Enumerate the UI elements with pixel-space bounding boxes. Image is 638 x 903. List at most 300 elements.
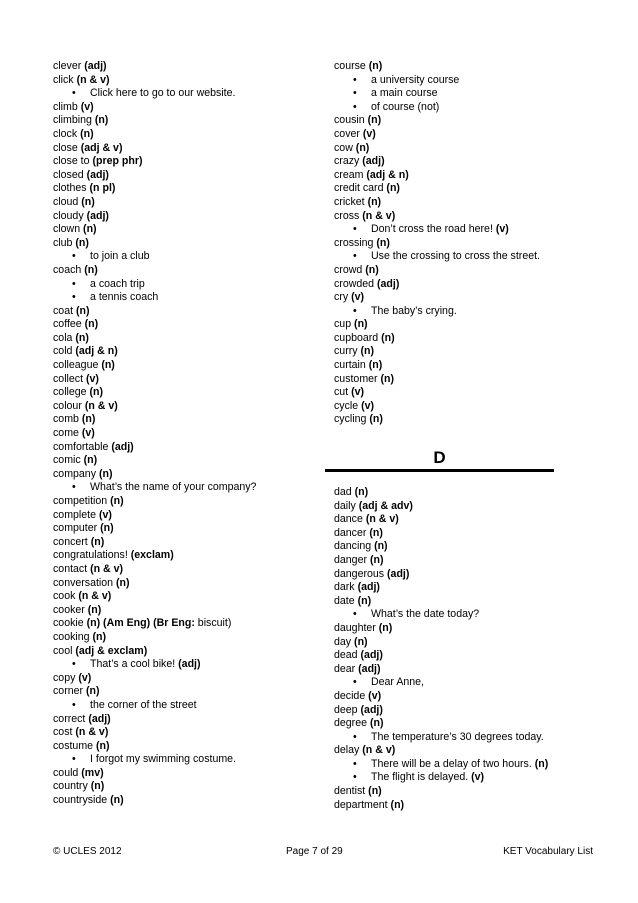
vocab-word: congratulations! bbox=[53, 549, 128, 562]
bullet-icon: • bbox=[353, 757, 357, 770]
grammar-tag: (n) bbox=[354, 635, 368, 648]
example-bullet bbox=[53, 278, 318, 292]
vocab-word: clown bbox=[53, 223, 81, 236]
grammar-tag: (v) bbox=[362, 127, 376, 140]
vocab-entry bbox=[53, 631, 318, 645]
vocab-word: countryside bbox=[53, 794, 108, 807]
vocab-entry bbox=[334, 581, 574, 595]
vocab-entry bbox=[334, 210, 574, 224]
vocab-word: dead bbox=[334, 649, 358, 662]
vocab-entry bbox=[334, 527, 574, 541]
grammar-tag: (n) bbox=[100, 522, 114, 535]
example-text: a tennis coach bbox=[90, 291, 159, 304]
example-text: The flight is delayed. bbox=[371, 771, 469, 784]
vocab-word: could bbox=[53, 766, 79, 779]
vocab-word: country bbox=[53, 780, 88, 793]
vocab-word: clever bbox=[53, 60, 82, 72]
grammar-tag: (n) bbox=[87, 603, 102, 616]
vocab-word: close bbox=[53, 141, 78, 154]
vocab-entry bbox=[53, 359, 318, 373]
example-text: to join a club bbox=[90, 250, 150, 263]
grammar-tag: (v) bbox=[361, 399, 375, 412]
vocab-entry bbox=[53, 142, 318, 156]
vocab-entry bbox=[53, 454, 318, 468]
vocab-entry bbox=[334, 291, 574, 305]
vocab-word: curry bbox=[334, 345, 358, 358]
vocab-word: curtain bbox=[334, 359, 366, 372]
vocab-entry bbox=[334, 142, 574, 156]
grammar-tag: (n) bbox=[89, 386, 104, 399]
grammar-tag: (v) bbox=[80, 100, 94, 113]
grammar-tag: (n) bbox=[94, 114, 109, 127]
vocab-entry bbox=[53, 563, 318, 577]
bullet-icon: • bbox=[72, 753, 76, 766]
bullet-icon: • bbox=[353, 608, 357, 621]
example-bullet bbox=[334, 101, 574, 115]
vocab-entry bbox=[53, 345, 318, 359]
vocab-entry bbox=[53, 577, 318, 591]
vocab-word: danger bbox=[334, 553, 367, 566]
vocab-entry bbox=[334, 554, 574, 568]
vocab-entry bbox=[53, 536, 318, 550]
grammar-tag: (n) bbox=[376, 236, 390, 249]
grammar-tag: (adj) bbox=[358, 662, 381, 675]
grammar-tag: (n) bbox=[116, 576, 130, 589]
grammar-tag: (adj) bbox=[111, 440, 134, 453]
vocab-entry bbox=[334, 182, 574, 196]
grammar-tag: (n) bbox=[357, 594, 372, 607]
grammar-tag: (n) bbox=[381, 331, 395, 344]
vocab-word: complete bbox=[53, 508, 96, 521]
vocab-word: date bbox=[334, 594, 355, 607]
vocab-entry bbox=[334, 386, 574, 400]
example-bullet bbox=[53, 658, 318, 672]
vocab-entry bbox=[53, 549, 318, 563]
vocab-word: clothes bbox=[53, 182, 87, 195]
grammar-tag: (adj) bbox=[387, 567, 410, 580]
example-bullet bbox=[334, 87, 574, 101]
example-text: That’s a cool bike! bbox=[90, 658, 176, 671]
bullet-icon: • bbox=[353, 223, 357, 236]
grammar-tag: (adj) bbox=[360, 703, 383, 716]
grammar-tag: (adj & v) bbox=[80, 141, 123, 154]
vocab-word: degree bbox=[334, 717, 367, 730]
bullet-icon: • bbox=[72, 87, 76, 100]
vocab-word: comic bbox=[53, 454, 81, 467]
example-bullet bbox=[334, 250, 574, 264]
grammar-tag: (n) bbox=[386, 182, 400, 195]
vocab-word: click bbox=[53, 73, 74, 86]
bullet-icon: • bbox=[72, 658, 76, 671]
section-heading-rule bbox=[325, 469, 554, 472]
vocab-word: cow bbox=[334, 141, 353, 154]
vocab-entry bbox=[334, 636, 574, 650]
vocab-word: daughter bbox=[334, 621, 376, 634]
vocab-word: come bbox=[53, 427, 79, 440]
vocab-entry bbox=[334, 568, 574, 582]
vocab-word: coat bbox=[53, 304, 74, 317]
vocab-word: crossing bbox=[334, 236, 374, 249]
vocab-entry bbox=[53, 604, 318, 618]
grammar-tag: (adj) bbox=[84, 60, 107, 72]
grammar-tag: (n & v) bbox=[362, 744, 396, 757]
vocab-entry bbox=[53, 522, 318, 536]
example-bullet bbox=[53, 481, 318, 495]
example-text: What’s the date today? bbox=[371, 608, 480, 621]
vocab-word: cup bbox=[334, 318, 352, 331]
vocab-entry bbox=[53, 685, 318, 699]
vocab-entry bbox=[334, 690, 574, 704]
grammar-tag: (n & v) bbox=[75, 726, 109, 739]
vocab-word: cookie bbox=[53, 617, 84, 630]
vocab-entry bbox=[334, 622, 574, 636]
vocab-entry bbox=[53, 305, 318, 319]
grammar-tag: (n) bbox=[81, 195, 95, 208]
vocab-word: dance bbox=[334, 513, 363, 526]
grammar-tag: (n) bbox=[378, 621, 393, 634]
vocab-word: deep bbox=[334, 703, 358, 716]
grammar-tag: (n) bbox=[110, 794, 124, 807]
grammar-tag: (n) bbox=[369, 717, 384, 730]
vocab-word: cool bbox=[53, 644, 73, 657]
vocab-entry bbox=[334, 359, 574, 373]
vocab-entry bbox=[334, 169, 574, 183]
vocab-word: correct bbox=[53, 712, 86, 725]
example-text: the corner of the street bbox=[90, 698, 197, 711]
vocab-entry bbox=[53, 196, 318, 210]
grammar-tag: (adj) bbox=[86, 209, 109, 222]
left-column bbox=[53, 60, 318, 808]
vocab-word: concert bbox=[53, 535, 88, 548]
example-bullet bbox=[334, 305, 574, 319]
bullet-icon: • bbox=[353, 250, 357, 263]
bullet-icon: • bbox=[72, 481, 76, 494]
vocab-entry bbox=[53, 617, 318, 631]
vocab-word: cola bbox=[53, 331, 73, 344]
vocab-entry bbox=[334, 744, 574, 758]
grammar-tag: (adj) bbox=[377, 277, 400, 290]
grammar-tag: (v) bbox=[351, 386, 365, 399]
grammar-tag: (n) bbox=[374, 540, 388, 553]
vocab-word: corner bbox=[53, 685, 84, 698]
d-column bbox=[334, 486, 574, 812]
grammar-tag: (adj & adv) bbox=[358, 499, 413, 512]
vocab-entry bbox=[334, 595, 574, 609]
right-column bbox=[334, 60, 574, 427]
vocab-word: dentist bbox=[334, 785, 366, 798]
vocab-word: copy bbox=[53, 671, 76, 684]
vocab-entry bbox=[334, 332, 574, 346]
vocab-entry bbox=[334, 60, 574, 74]
grammar-tag: (n) bbox=[84, 263, 98, 276]
vocab-entry bbox=[53, 726, 318, 740]
grammar-tag: (adj) bbox=[86, 168, 109, 181]
vocab-word: computer bbox=[53, 522, 98, 535]
vocab-word: close to bbox=[53, 155, 90, 168]
vocab-word: cover bbox=[334, 127, 360, 140]
example-bullet bbox=[334, 758, 574, 772]
vocab-word: climb bbox=[53, 100, 78, 113]
bullet-icon: • bbox=[72, 291, 76, 304]
vocab-word: dancing bbox=[334, 540, 372, 553]
vocab-entry bbox=[334, 413, 574, 427]
example-bullet bbox=[334, 74, 574, 88]
vocab-entry bbox=[334, 663, 574, 677]
vocab-word: dad bbox=[334, 486, 352, 498]
example-text: What’s the name of your company? bbox=[90, 481, 257, 494]
vocab-entry bbox=[53, 155, 318, 169]
vocab-entry bbox=[334, 717, 574, 731]
grammar-tag: (n) bbox=[369, 553, 384, 566]
example-bullet bbox=[53, 291, 318, 305]
grammar-tag: (n) bbox=[98, 467, 113, 480]
grammar-tag: (n) bbox=[84, 318, 99, 331]
vocab-word: cycling bbox=[334, 413, 367, 426]
vocab-entry bbox=[53, 427, 318, 441]
grammar-tag: (n pl) bbox=[89, 182, 116, 195]
example-bullet bbox=[334, 608, 574, 622]
grammar-tag: (v) bbox=[351, 291, 365, 304]
grammar-tag: (n) bbox=[380, 372, 395, 385]
example-bullet bbox=[334, 731, 574, 745]
grammar-tag: (n) bbox=[355, 141, 370, 154]
vocab-word: cloud bbox=[53, 195, 79, 208]
vocab-word: credit card bbox=[334, 182, 384, 195]
vocab-word: costume bbox=[53, 739, 94, 752]
vocab-entry bbox=[53, 237, 318, 251]
vocab-entry bbox=[53, 101, 318, 115]
vocab-word: comb bbox=[53, 413, 79, 426]
vocab-word: crazy bbox=[334, 155, 360, 168]
grammar-tag: (n) bbox=[92, 630, 106, 643]
vocab-entry bbox=[53, 740, 318, 754]
vocab-entry bbox=[53, 60, 318, 74]
vocab-word: conversation bbox=[53, 576, 114, 589]
vocab-word: cycle bbox=[334, 399, 359, 412]
vocab-entry bbox=[334, 785, 574, 799]
vocab-word: cream bbox=[334, 168, 364, 181]
vocab-entry bbox=[53, 495, 318, 509]
grammar-tag: (v) bbox=[85, 372, 99, 385]
vocab-entry bbox=[53, 318, 318, 332]
vocab-word: coach bbox=[53, 263, 82, 276]
example-bullet bbox=[334, 676, 574, 690]
grammar-tag: (n) bbox=[75, 304, 90, 317]
vocab-word: dancer bbox=[334, 526, 367, 539]
example-bullet bbox=[334, 223, 574, 237]
vocab-entry bbox=[334, 513, 574, 527]
bullet-icon: • bbox=[72, 698, 76, 711]
bullet-icon: • bbox=[353, 730, 357, 743]
bullet-icon: • bbox=[72, 250, 76, 263]
grammar-tag: (n & v) bbox=[362, 209, 396, 222]
vocab-word: colour bbox=[53, 399, 82, 412]
bullet-icon: • bbox=[353, 73, 357, 86]
grammar-tag: (n) bbox=[367, 114, 382, 127]
vocab-entry bbox=[53, 182, 318, 196]
grammar-tag: (adj & exclam) bbox=[75, 644, 148, 657]
grammar-tag: (n) bbox=[354, 486, 369, 498]
grammar-tag: (adj) bbox=[88, 712, 111, 725]
vocab-entry bbox=[53, 386, 318, 400]
grammar-tag: (n) bbox=[369, 526, 383, 539]
grammar-tag: (n & v) bbox=[365, 513, 399, 526]
vocab-word: collect bbox=[53, 372, 84, 385]
vocab-entry bbox=[53, 713, 318, 727]
vocab-word: colleague bbox=[53, 359, 99, 372]
vocab-word: cost bbox=[53, 726, 73, 739]
vocab-entry bbox=[334, 128, 574, 142]
grammar-tag: (adj) bbox=[360, 649, 383, 662]
bullet-icon: • bbox=[353, 304, 357, 317]
grammar-tag: (n) bbox=[75, 236, 89, 249]
vocab-entry bbox=[53, 672, 318, 686]
grammar-tag: (n) bbox=[390, 798, 405, 811]
grammar-tag: (v) bbox=[368, 689, 382, 702]
grammar-tag: (n) bbox=[110, 495, 124, 507]
example-text: of course (not) bbox=[371, 100, 440, 113]
example-text: a main course bbox=[371, 87, 438, 100]
section-heading-d: D bbox=[433, 448, 446, 467]
vocab-entry bbox=[334, 264, 574, 278]
vocab-word: cricket bbox=[334, 195, 365, 208]
vocab-entry bbox=[334, 799, 574, 813]
vocab-entry bbox=[53, 441, 318, 455]
grammar-tag: (n) bbox=[85, 685, 100, 698]
grammar-tag: (v) bbox=[495, 223, 509, 236]
vocab-word: daily bbox=[334, 499, 356, 512]
grammar-tag: (v) bbox=[471, 771, 485, 784]
vocab-word: college bbox=[53, 386, 87, 399]
vocab-entry bbox=[53, 645, 318, 659]
example-text: The temperature’s 30 degrees today. bbox=[371, 730, 544, 743]
vocab-entry bbox=[53, 128, 318, 142]
vocab-word: dangerous bbox=[334, 567, 385, 580]
vocab-entry bbox=[334, 486, 574, 500]
vocab-word: delay bbox=[334, 744, 360, 757]
example-text: a coach trip bbox=[90, 277, 145, 290]
vocab-entry bbox=[334, 704, 574, 718]
grammar-tag: (adj) bbox=[357, 581, 380, 594]
grammar-tag: (n) (Am Eng) (Br Eng: bbox=[86, 617, 195, 630]
vocab-word: department bbox=[334, 798, 388, 811]
grammar-tag: (n) bbox=[81, 413, 96, 426]
vocab-entry bbox=[334, 373, 574, 387]
example-bullet bbox=[53, 753, 318, 767]
grammar-tag: (n & v) bbox=[78, 590, 112, 603]
vocab-entry bbox=[53, 413, 318, 427]
grammar-tag: (adj & n) bbox=[366, 168, 409, 181]
bullet-icon: • bbox=[72, 277, 76, 290]
vocab-word: cross bbox=[334, 209, 360, 222]
bullet-icon: • bbox=[353, 87, 357, 100]
example-text: The baby’s crying. bbox=[371, 304, 457, 317]
example-text: I forgot my swimming costume. bbox=[90, 753, 236, 766]
grammar-tag: (v) bbox=[78, 671, 92, 684]
vocab-note: biscuit) bbox=[194, 617, 232, 630]
vocab-entry bbox=[53, 332, 318, 346]
grammar-tag: (mv) bbox=[81, 766, 104, 779]
grammar-tag: (n) bbox=[90, 535, 105, 548]
vocab-word: closed bbox=[53, 168, 84, 181]
bullet-icon: • bbox=[353, 771, 357, 784]
footer-title: KET Vocabulary List bbox=[503, 846, 593, 857]
vocab-word: cut bbox=[334, 386, 349, 399]
grammar-tag: (adj) bbox=[362, 155, 385, 168]
grammar-tag: (v) bbox=[98, 508, 112, 521]
grammar-tag: (prep phr) bbox=[92, 155, 143, 168]
vocab-entry bbox=[334, 400, 574, 414]
vocab-word: cook bbox=[53, 590, 76, 603]
example-text: a university course bbox=[371, 73, 460, 86]
vocab-entry bbox=[53, 223, 318, 237]
vocab-word: cloudy bbox=[53, 209, 84, 222]
example-bullet bbox=[53, 699, 318, 713]
vocab-word: crowd bbox=[334, 263, 363, 276]
example-text: Click here to go to our website. bbox=[90, 87, 236, 100]
vocab-entry bbox=[53, 114, 318, 128]
grammar-tag: (n) bbox=[368, 60, 383, 72]
vocab-entry bbox=[53, 590, 318, 604]
example-text: Use the crossing to cross the street. bbox=[371, 250, 540, 263]
vocab-entry bbox=[53, 373, 318, 387]
grammar-tag: (n) bbox=[534, 757, 549, 770]
vocab-word: club bbox=[53, 236, 73, 249]
vocab-entry bbox=[334, 345, 574, 359]
grammar-tag: (n) bbox=[360, 345, 375, 358]
grammar-tag: (n) bbox=[80, 127, 94, 140]
bullet-icon: • bbox=[353, 676, 357, 689]
grammar-tag: (exclam) bbox=[130, 549, 174, 562]
vocab-word: cry bbox=[334, 291, 349, 304]
grammar-tag: (n) bbox=[101, 359, 115, 372]
vocab-entry bbox=[53, 767, 318, 781]
grammar-tag: (n) bbox=[83, 223, 97, 236]
vocab-word: decide bbox=[334, 689, 366, 702]
grammar-tag: (n) bbox=[368, 359, 383, 372]
vocab-entry bbox=[334, 196, 574, 210]
grammar-tag: (n) bbox=[83, 454, 98, 467]
grammar-tag: (adj) bbox=[178, 658, 201, 671]
bullet-icon: • bbox=[353, 100, 357, 113]
vocab-word: climbing bbox=[53, 114, 92, 127]
grammar-tag: (v) bbox=[81, 427, 95, 440]
example-text: Dear Anne, bbox=[371, 676, 425, 689]
vocab-entry bbox=[53, 210, 318, 224]
vocab-word: comfortable bbox=[53, 440, 109, 453]
grammar-tag: (adj & n) bbox=[75, 345, 118, 358]
vocab-word: dear bbox=[334, 662, 356, 675]
vocab-word: course bbox=[334, 60, 366, 72]
grammar-tag: (n) bbox=[90, 780, 105, 793]
vocab-word: coffee bbox=[53, 318, 82, 331]
grammar-tag: (n) bbox=[367, 195, 382, 208]
vocab-entry bbox=[53, 264, 318, 278]
footer-page-number: Page 7 of 29 bbox=[286, 846, 343, 857]
vocab-entry bbox=[334, 237, 574, 251]
vocab-entry bbox=[334, 500, 574, 514]
grammar-tag: (n) bbox=[365, 263, 379, 276]
vocab-entry bbox=[53, 509, 318, 523]
vocab-word: crowded bbox=[334, 277, 375, 290]
grammar-tag: (n & v) bbox=[90, 562, 124, 575]
vocab-word: cousin bbox=[334, 114, 365, 127]
vocab-entry bbox=[334, 540, 574, 554]
footer-copyright: © UCLES 2012 bbox=[53, 846, 122, 857]
vocab-word: company bbox=[53, 467, 96, 480]
vocab-entry bbox=[53, 794, 318, 808]
vocab-entry bbox=[53, 169, 318, 183]
